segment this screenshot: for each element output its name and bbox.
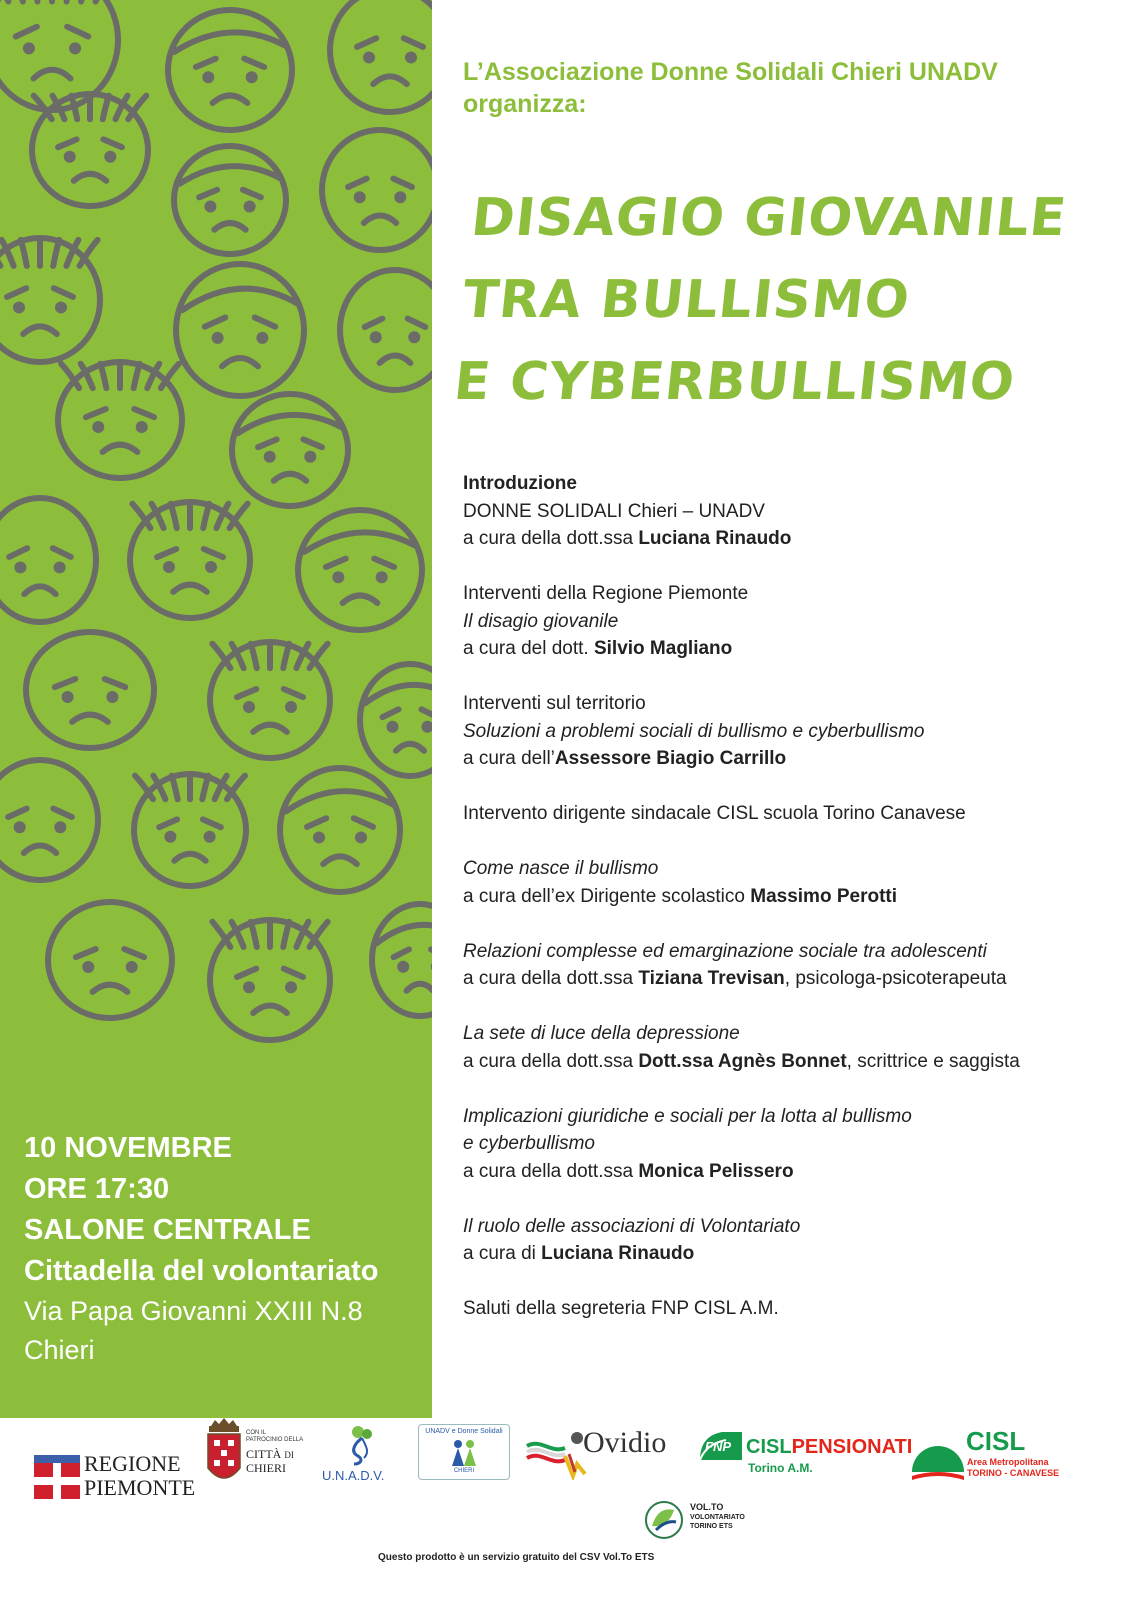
program-text: Intervento dirigente sindacale CISL scuola Torino Canavese [463,803,966,824]
program-line [463,745,1113,773]
fnp-label: FNP [705,1439,731,1454]
program-line [463,580,1113,608]
regione-label: REGIONE [84,1451,181,1476]
left-panel [0,0,432,1418]
sad-face-icon [176,264,304,396]
volto-line: TORINO ETS [690,1523,733,1530]
piemonte-label: PIEMONTE [84,1475,196,1500]
unadv-logo [320,1422,406,1486]
sad-face-icon [232,394,348,506]
talk-title: e cyberbullismo [463,1133,595,1154]
patrocinio-line: PATROCINIO DELLA [246,1437,304,1443]
organizer-line: L’Associazione Donne Solidali Chieri UNADV [463,58,998,86]
sponsor-logos [0,1418,1132,1599]
program-text: a cura di [463,1243,542,1264]
title-line: TRA BULLISMO [459,270,913,330]
program-text: DONNE SOLIDALI Chieri – UNADV [463,500,765,522]
program-text: a cura dell’ [463,748,555,769]
program-line [463,470,1113,498]
program-line [463,965,1113,993]
program-list [463,470,1113,1350]
cisl-emblem-icon [910,1426,966,1482]
program-line [463,635,1113,663]
program-line [463,855,1113,883]
citta-di-chieri-logo [205,1418,315,1498]
program-line [463,525,1113,553]
program-item [463,690,1113,773]
program-text: Interventi della Regione Piemonte [463,583,749,604]
sad-face-icon [210,642,330,758]
organizer-line: organizza: [463,90,587,118]
sad-face-icon [58,362,182,478]
speaker-name: Massimo Perotti [750,885,898,907]
program-item [463,1103,1113,1186]
sad-face-icon [322,130,432,250]
event-title [450,177,1071,423]
program-item [463,580,1113,663]
donne-solidali-logo [418,1424,510,1480]
cisl-area-line: Area Metropolitana [967,1457,1049,1467]
sad-face-icon [0,760,98,880]
cisl-label: CISL [746,1436,792,1458]
speaker-name: Silvio Magliano [593,638,733,659]
sad-face-icon [330,0,432,112]
program-line [463,498,1113,526]
talk-title: Come nasce il bullismo [463,858,659,879]
program-text: a cura della dott.ssa [463,968,639,989]
program-line [463,1240,1113,1268]
sad-faces-illustration [0,0,432,1070]
program-item [463,938,1113,993]
program-line [463,1213,1113,1241]
sad-face-icon [360,664,432,776]
speaker-name: Monica Pelissero [638,1160,794,1182]
talk-title: La sete di luce della depressione [463,1023,740,1044]
footer-note: Questo prodotto è un servizio gratuito del CSV Vol.To ETS [378,1552,655,1563]
event-time: ORE 17:30 [24,1173,170,1205]
talk-title: Relazioni complesse ed emarginazione sociale tra adolescenti [463,940,987,962]
chieri-coat-of-arms-icon [205,1418,243,1490]
sad-face-icon [32,94,148,206]
program-text: a cura della dott.ssa [463,1050,639,1072]
program-text: a cura del dott. [463,638,594,659]
talk-title: Il disagio giovanile [463,610,619,632]
program-line [463,1295,1113,1323]
sad-face-icon [134,774,246,886]
women-silhouette-icon [444,1438,484,1468]
event-city: Chieri [24,1335,95,1365]
sad-face-icon [298,510,422,630]
volto-logo [644,1500,764,1540]
unadv-label: U.N.A.D.V. [322,1468,385,1483]
program-line [463,1048,1113,1076]
program-item [463,1213,1113,1268]
program-line [463,883,1113,911]
event-venue: Cittadella del volontariato [24,1255,379,1287]
sad-face-icon [26,632,154,748]
organizer-heading [463,56,1103,120]
speaker-name: Luciana Rinaudo [541,1243,695,1264]
talk-title: Il ruolo delle associazioni di Volontariato [463,1215,801,1237]
program-item [463,1295,1113,1323]
cisl-area-line: TORINO - CANAVESE [967,1468,1060,1478]
program-text: a cura della dott.ssa [463,528,639,549]
speaker-name: Introduzione [463,473,577,494]
event-date: 10 NOVEMBRE [24,1132,232,1164]
pensionati-label: PENSIONATI [791,1436,913,1458]
donne-solidali-label: UNADV e Donne Solidali [425,1428,503,1435]
program-line [463,938,1113,966]
sad-face-icon [0,498,96,622]
program-line [463,718,1113,746]
program-line [463,608,1113,636]
cisl-pensionati-sub: Torino A.M. [748,1461,813,1475]
sad-face-icon [210,920,330,1040]
sad-face-icon [168,10,292,130]
program-item [463,800,1113,828]
sad-face-icon [174,146,286,254]
speaker-name: Tiziana Trevisan [638,968,785,989]
sad-face-icon [130,502,250,618]
citta-label: CITTÀ [246,1447,282,1461]
ovidio-label: Ovidio [583,1426,667,1459]
program-line [463,1158,1113,1186]
program-text: Interventi sul territorio [463,693,646,714]
talk-title: Soluzioni a problemi sociali di bullismo e cyberbullismo [463,720,925,742]
piemonte-flag-icon [34,1455,80,1499]
cisl-area-metropolitana-logo [910,1426,1080,1486]
event-details [24,1128,379,1370]
program-text: a cura dell’ex Dirigente scolastico [463,885,751,907]
donne-solidali-city: CHIERI [453,1468,475,1474]
patrocinio-line: CON IL [246,1430,267,1436]
unadv-tree-icon [340,1422,384,1466]
sad-face-icon [340,270,432,390]
title-line: E CYBERBULLISMO [451,352,1019,412]
program-text: Saluti della segreteria FNP CISL A.M. [463,1298,779,1319]
speaker-name: Assessore Biagio Carrillo [554,748,787,769]
di-label: DI [284,1450,294,1460]
volto-line: VOLONTARIATO [690,1514,745,1521]
program-line [463,1020,1113,1048]
program-line [463,1103,1113,1131]
talk-title: Implicazioni giuridiche e sociali per la lotta al bullismo [463,1105,912,1127]
sad-face-icon [280,768,400,892]
ovidio-ribbon-icon [525,1424,587,1480]
speaker-name: Dott.ssa Agnès Bonnet [638,1050,847,1072]
program-item [463,1020,1113,1075]
event-hall: SALONE CENTRALE [24,1214,311,1246]
sad-face-icon [48,902,172,1018]
program-line [463,1130,1113,1158]
program-line [463,690,1113,718]
cisl-label: CISL [966,1426,1026,1456]
sad-face-icon [0,238,100,362]
program-item [463,855,1113,910]
regione-piemonte-logo [34,1452,194,1502]
speaker-name: Luciana Rinaudo [638,528,792,549]
program-text: , scrittrice e saggista [846,1050,1020,1072]
volto-line: VOL.TO [690,1502,724,1512]
program-text: a cura della dott.ssa [463,1160,639,1182]
event-address: Via Papa Giovanni XXIII N.8 [24,1296,363,1326]
volto-leaf-icon [644,1500,684,1540]
cisl-pensionati-logo [700,1430,913,1480]
program-line [463,800,1113,828]
program-item [463,470,1113,553]
chieri-label: CHIERI [246,1461,286,1475]
program-text: , psicologa-psicoterapeuta [784,968,1007,989]
sad-face-icon [372,904,432,1016]
ovidio-logo [525,1422,675,1484]
title-line: DISAGIO GIOVANILE [468,188,1070,248]
